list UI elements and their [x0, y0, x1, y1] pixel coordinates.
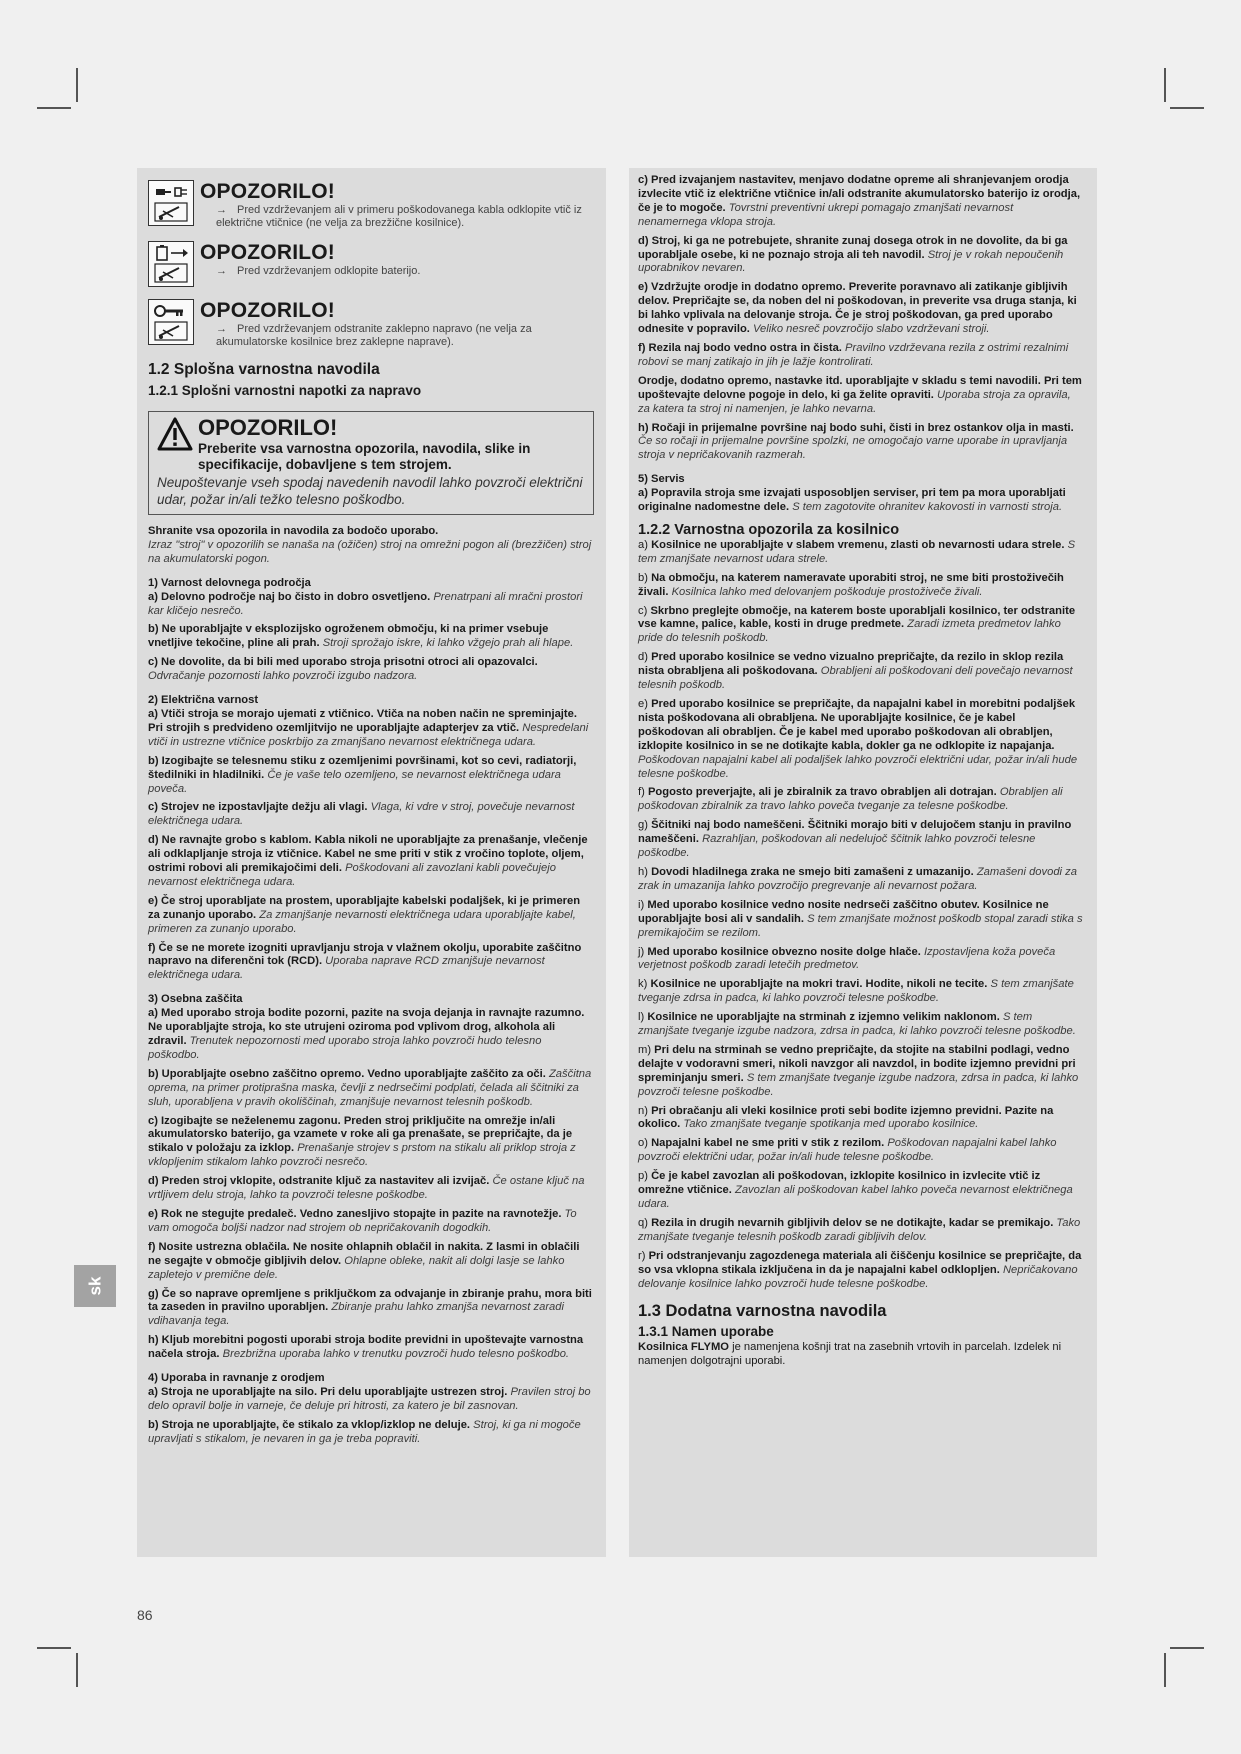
- warning-text-content: Pred vzdrževanjem odklopite baterijo.: [237, 265, 421, 277]
- paragraph: [638, 605, 1083, 647]
- paragraph-italic: Trenutek nepozornosti med uporabo stroja lahko povzroči hudo telesno poškodbo.: [148, 1035, 542, 1061]
- item-marker: b): [638, 571, 652, 584]
- paragraph-italic: Stroj je v rokah nepoučenih uporabnikov nevaren.: [638, 248, 1064, 275]
- paragraph: [638, 539, 1083, 567]
- paragraph-bold: 4) Uporaba in ravnanje z orodjem: [148, 1372, 325, 1385]
- item-marker: j): [638, 945, 648, 958]
- paragraph: [148, 942, 594, 984]
- paragraph-bold: a) Stroja ne uporabljajte na silo. Pri delu uporabljajte ustrezen stroj.: [148, 1385, 508, 1398]
- paragraph-italic: Za zmanjšanje nevarnosti električnega udara uporabljajte kabel, primeren za zunanjo uporabo.: [148, 908, 576, 935]
- paragraph: [148, 623, 594, 651]
- paragraph-italic: Stroj, ki ga ni mogoče upravljati s stikalom, je nevaren in ga je treba popraviti.: [148, 1418, 581, 1445]
- paragraph: [638, 651, 1083, 693]
- subsection-heading: 1.2.1 Splošni varnostni napotki za napravo: [148, 383, 422, 398]
- paragraph-bold: a) Vtiči stroja se morajo ujemati z vtičnico. Vtiča na noben način ne spreminjajte. Pri strojih s predvideno ozemljitvijo ne uporabljajte adapterjev za vtič.: [148, 707, 577, 734]
- paragraph: [148, 1419, 594, 1447]
- paragraph-italic: Poškodovan napajalni kabel ali podaljšek lahko povzroči električni udar, požar in/ali hude telesne poškodbe.: [638, 753, 1078, 780]
- paragraph-italic: Zavozlan ali poškodovan kabel lahko poveča nevarnost električnega udara.: [638, 1184, 1073, 1210]
- paragraph-italic: S tem zmanjšate nevarnost udara strele.: [638, 538, 1076, 565]
- crop-mark: [1164, 68, 1166, 102]
- paragraph-bold: c) Strojev ne izpostavljajte dežju ali vlagi.: [148, 801, 368, 814]
- crop-mark: [37, 1647, 71, 1649]
- paragraph-bold: Skrbno preglejte območje, na katerem boste uporabljali kosilnico, ter odstranite vse kamne, palice, kable, kosti in druge predmete.: [638, 604, 1076, 631]
- paragraph-bold: h) Ročaji in prijemalne površine naj bodo suhi, čisti in brez ostankov olja in masti.: [638, 421, 1074, 434]
- paragraph-bold: a) Popravila stroja sme izvajati usposobljen serviser, pri tem pa mora uporabljati originalne nadomestne dele.: [638, 487, 1066, 514]
- paragraph: [148, 1334, 594, 1362]
- warning-text-content: Pred vzdrževanjem ali v primeru poškodovanega kabla odklopite vtič iz električne vtičnice (ne velja za brezžične kosilnice).: [216, 204, 582, 229]
- paragraph-italic: Prenatrpani ali mračni prostori kar kličejo nesrečo.: [148, 590, 583, 617]
- left-column: [137, 168, 606, 1557]
- warning-text: [200, 265, 594, 278]
- item-marker: m): [638, 1043, 655, 1056]
- paragraph: [638, 786, 1083, 814]
- paragraph-bold: Pri delu na strminah se vedno prepričajte, da stojite na stabilni podlagi, vedno delajte v vodoravni smeri, nikoli navzgor ali navzdol, in bodite izjemno previdni pri spreminjanju smeri.: [638, 1043, 1076, 1084]
- paragraph: [148, 1386, 594, 1414]
- paragraph-bold: Kosilnice ne uporabljajte na mokri travi. Hodite, nikoli ne tecite.: [650, 978, 988, 991]
- paragraph-italic: To vam omogoča boljši nadzor nad strojem ob nepričakovanih dogodkih.: [148, 1207, 577, 1234]
- crop-mark: [76, 68, 78, 102]
- paragraph-bold: f) Rezila naj bodo vedno ostra in čista.: [638, 341, 842, 354]
- item-marker: q): [638, 1216, 652, 1229]
- crop-mark: [1170, 1647, 1204, 1649]
- warning-block: [148, 299, 594, 348]
- paragraph-italic: S tem zmanjšate tveganje zdrsa in padca, ki lahko povzroči telesne poškodbe.: [638, 978, 1074, 1005]
- paragraph-bold: Ščitniki naj bodo nameščeni. Ščitniki morajo biti v delujočem stanju in pravilno nameščeni.: [638, 819, 1072, 846]
- crop-mark: [1170, 107, 1204, 109]
- paragraph: [638, 1011, 1083, 1039]
- subsection-heading: 1.2.2 Varnostna opozorila za kosilnico: [638, 521, 900, 538]
- warning-italic-text: Neupoštevanje vseh spodaj navedenih navodil lahko povzroči električni udar, požar in/ali težko telesno poškodbo.: [157, 475, 583, 507]
- paragraph-italic: Pravilno vzdrževana rezila z ostrimi rezalnimi robovi se manj zatikajo in jih je lažje kontrolirati.: [638, 341, 1069, 368]
- paragraph: [148, 834, 594, 890]
- paragraph-bold: Kosilnice ne uporabljajte na strminah z izjemno velikim naklonom.: [647, 1011, 1000, 1024]
- left-paragraphs: [148, 525, 594, 1447]
- paragraph-bold: Med uporabo kosilnice obvezno nosite dolge hlače.: [647, 945, 921, 958]
- paragraph: [148, 1372, 594, 1386]
- paragraph-italic: Uporaba stroja za opravila, za katera ta stroj ni namenjen, je lahko nevarna.: [638, 388, 1071, 415]
- paragraph-italic: Stroji sprožajo iskre, ki lahko vžgejo prah ali hlape.: [322, 637, 574, 650]
- paragraph: [148, 525, 594, 539]
- paragraph-italic: Veliko nesreč povzročijo slabo vzdrževani stroji.: [753, 323, 990, 336]
- paragraph: [148, 1068, 594, 1110]
- plug-disconnect-icon: [148, 180, 194, 226]
- paragraph-bold: e) Če stroj uporabljate na prostem, uporabljajte kabelski podaljšek, ki je primeren za zunanjo uporabo.: [148, 894, 581, 921]
- paragraph: [148, 993, 594, 1007]
- language-tab-label: sk: [84, 1276, 104, 1296]
- paragraph-italic: Poškodovan napajalni kabel lahko povzroči električni udar, požar in/ali hude telesne poškodbe.: [638, 1137, 1057, 1164]
- paragraph: [638, 899, 1083, 941]
- paragraph: [638, 572, 1083, 600]
- paragraph-bold: Če je kabel zavozlan ali poškodovan, izklopite kosilnico in izvlecite vtič iz omrežne vtičnice.: [638, 1170, 1041, 1197]
- warning-title: OPOZORILO!: [200, 241, 335, 264]
- crop-mark: [76, 1653, 78, 1687]
- item-marker: k): [638, 978, 651, 991]
- warning-triangle-icon: [157, 417, 193, 451]
- item-marker: h): [638, 865, 652, 878]
- section-heading: 1.3 Dodatna varnostna navodila: [638, 1302, 887, 1321]
- paragraph: [148, 755, 594, 797]
- paragraph: [148, 577, 594, 591]
- warning-content: [200, 299, 594, 348]
- paragraph-bold: c) Ne dovolite, da bi bili med uporabo stroja prisotni otroci ali opazovalci.: [148, 656, 538, 669]
- paragraph-bold: Rezila in drugih nevarnih gibljivih delov se ne dotikajte, kadar se premikajo.: [651, 1216, 1054, 1229]
- paragraph: [638, 866, 1083, 894]
- paragraph-bold: h) Kljub morebitni pogosti uporabi stroja bodite previdni in upoštevajte varnostna načela stroja.: [148, 1334, 584, 1361]
- paragraph-bold: f) Nosite ustrezna oblačila. Ne nosite ohlapnih oblačil in nakita. Z lasmi in oblačili ne segajte v območje gibljivih delov.: [148, 1240, 580, 1267]
- paragraph: [638, 422, 1083, 464]
- paragraph-italic: Če so ročaji in prijemalne površine spolzki, ne omogočajo varne uporabe in upravljanja stroja v nepričakovanih razmerah.: [638, 435, 1068, 462]
- item-marker: a): [638, 538, 652, 551]
- warning-bold-text: Preberite vsa varnostna opozorila, navodila, slike in specifikacije, dobavljene s tem strojem.: [198, 441, 531, 472]
- paragraph: [638, 375, 1083, 417]
- paragraph: [638, 1044, 1083, 1100]
- paragraph-italic: S tem zmanjšate tveganje izgube nadzora, zdrsa in padca, ki lahko povzroči telesne poškodbe.: [638, 1011, 1076, 1038]
- paragraph-italic: Prenašanje strojev s prstom na stikalu ali priklop stroja z vklopljenim stikalom lahko povzroči nesrečo.: [148, 1142, 576, 1169]
- paragraph-bold: e) Rok ne stegujte predaleč. Vedno zanesljivo stopajte in pazite na ravnotežje.: [148, 1207, 562, 1220]
- paragraph-italic: Zamašeni dovodi za zrak in umazanija lahko povzročijo pregrevanje ali nevarnost požara.: [638, 865, 1077, 892]
- paragraph-bold: Shranite vsa opozorila in navodila za bodočo uporabo.: [148, 525, 439, 537]
- paragraph: [638, 174, 1083, 230]
- paragraph-bold: Na območju, na katerem nameravate uporabiti stroj, ne sme biti prostoživečih živali.: [638, 571, 1064, 598]
- paragraph-italic: S tem zagotovite ohranitev kakovosti in varnosti stroja.: [792, 501, 1063, 514]
- paragraph: [148, 656, 594, 684]
- paragraph: [148, 591, 594, 619]
- paragraph-italic: Nespredelani vtiči in ustrezne vtičnice poskrbijo za zmanjšano nevarnost električnega udara.: [148, 721, 589, 748]
- paragraph: [638, 1105, 1083, 1133]
- paragraph: [148, 708, 594, 750]
- paragraph-bold: b) Uporabljajte osebno zaščitno opremo. Vedno uporabljajte zaščito za oči.: [148, 1067, 546, 1080]
- paragraph-bold: Pri obračanju ali vleki kosilnice proti sebi bodite izjemno previdni. Pazite na okolico.: [638, 1104, 1054, 1131]
- right-top-paragraphs: [638, 174, 1083, 515]
- paragraph-bold: f) Če se ne morete izogniti upravljanju stroja v vlažnem okolju, uporabite zaščitno napravo na diferenčni tok (RCD).: [148, 941, 582, 968]
- paragraph-italic: S tem zmanjšate tveganje izgube nadzora, zdrsa in padca, ki lahko povzroči telesne poškodbe.: [638, 1071, 1079, 1098]
- language-tab: [74, 1265, 116, 1307]
- paragraph: [638, 698, 1083, 781]
- purpose-text: je namenjena košnji trat na zasebnih vrtovih in parcelah. Izdelek ni namenjen dolgotrajni uporabi.: [638, 1341, 1062, 1368]
- paragraph-italic: Tako zmanjšate tveganje spotikanja med uporabo kosilnice.: [683, 1118, 979, 1131]
- item-marker: c): [638, 604, 651, 617]
- paragraph-bold: Orodje, dodatno opremo, nastavke itd. uporabljajte v skladu s temi navodili. Pri tem upoštevajte delovne pogoje in delo, ki ga želite opraviti.: [638, 374, 1082, 401]
- paragraph-italic: Nepričakovano delovanje kosilnice lahko povzroči hude telesne poškodbe.: [638, 1263, 1078, 1290]
- paragraph-bold: Dovodi hladilnega zraka ne smejo biti zamašeni z umazanijo.: [651, 865, 974, 878]
- paragraph: [638, 342, 1083, 370]
- paragraph-italic: Vlaga, ki vdre v stroj, povečuje nevarnost električnega udara.: [148, 801, 575, 828]
- paragraph-bold: 3) Osebna zaščita: [148, 993, 243, 1006]
- paragraph: [148, 1241, 594, 1283]
- paragraph-italic: Kosilnica lahko med delovanjem poškoduje prostoživeče živali.: [671, 585, 983, 598]
- battery-remove-icon: [148, 241, 194, 287]
- paragraph-bold: Pred uporabo kosilnice se prepričajte, da napajalni kabel in morebitni podaljšek nista poškodovana ali obrabljena. Ne uporabljajte kosilnice, če je kabel poškodovan ali obrabljen. Če je kabel med uporabo poškodovan ali obrabljen, izklopite kosilnico in se ne dotikajte kabla, dokler ga ne odklopite iz napajanja.: [638, 698, 1076, 752]
- paragraph-bold: Napajalni kabel ne sme priti v stik z rezilom.: [651, 1137, 885, 1150]
- item-marker: d): [638, 651, 652, 664]
- purpose-paragraph: [638, 1341, 1083, 1369]
- paragraph: [148, 539, 594, 567]
- paragraph-italic: Odvračanje pozornosti lahko povzroči izgubo nadzora.: [148, 670, 418, 683]
- warnings-list: [148, 180, 594, 348]
- paragraph-italic: S tem zmanjšate možnost poškodb stopal zaradi stika s premikajočim se rezilom.: [638, 912, 1083, 939]
- section-heading: 1.2 Splošna varnostna navodila: [148, 361, 380, 378]
- page-number: 86: [137, 1607, 153, 1623]
- warning-title: OPOZORILO!: [200, 299, 335, 322]
- paragraph-italic: Izraz "stroj" v opozorilih se nanaša na (ožičen) stroj na omrežni pogon ali (brezžičen) stroj na akumulatorski pogon.: [148, 538, 592, 565]
- product-name: Kosilnica FLYMO: [638, 1341, 729, 1354]
- general-warning-box: [148, 411, 594, 515]
- paragraph-bold: a) Med uporabo stroja bodite pozorni, pazite na svoja dejanja in ravnajte razumno. Ne uporabljajte stroja, ko ste utrujeni oziroma pod vplivom drog, alkohola ali zdravil.: [148, 1007, 585, 1047]
- paragraph: [638, 1137, 1083, 1165]
- crop-mark: [37, 107, 71, 109]
- item-marker: o): [638, 1137, 652, 1150]
- item-marker: p): [638, 1170, 652, 1183]
- arrow-right-icon: →: [216, 204, 227, 216]
- paragraph: [148, 1208, 594, 1236]
- item-marker: f): [638, 786, 648, 799]
- paragraph-bold: d) Ne ravnajte grobo s kablom. Kabla nikoli ne uporabljajte za prenašanje, vlečenje ali odklapljanje stroja iz vtičnice. Kabel ne sme priti v stik z vročino toplote, oljem, ostrimi robovi ali premikajočimi deli.: [148, 834, 588, 875]
- paragraph-italic: Izpostavljena koža poveča verjetnost poškodb zaradi letečih predmetov.: [638, 945, 1056, 972]
- paragraph-italic: Brezbrižna uporaba lahko v trenutku povzroči hudo telesno poškodbo.: [222, 1348, 570, 1361]
- warning-content: [200, 241, 594, 278]
- paragraph: [148, 1115, 594, 1171]
- paragraph-bold: c) Izogibajte se neželenemu zagonu. Preden stroj priključite na omrežje in/ali akumulatorsko baterijo, ga vzamete v roke ali ga prenašate, se prepričajte, da je stikalo v položaju za izklop.: [148, 1114, 573, 1155]
- paragraph: [148, 694, 594, 708]
- right-column: [629, 168, 1097, 1557]
- item-marker: g): [638, 819, 652, 832]
- paragraph-bold: 2) Električna varnost: [148, 694, 259, 707]
- paragraph-bold: d) Stroj, ki ga ne potrebujete, shranite zunaj dosega otrok in ne dovolite, da bi ga uporabljale osebe, ki ne poznajo stroja ali teh navodil.: [638, 234, 1068, 261]
- item-marker: e): [638, 698, 652, 710]
- paragraph-bold: b) Izogibajte se telesnemu stiku z ozemljenimi površinami, kot so cevi, radiatorji, štedilniki in hladilniki.: [148, 754, 577, 781]
- warning-content: [200, 180, 594, 229]
- paragraph-italic: Zaradi izmeta predmetov lahko pride do telesnih poškodb.: [638, 618, 1061, 645]
- crop-mark: [1164, 1653, 1166, 1687]
- paragraph: [638, 1250, 1083, 1292]
- key-remove-icon: [148, 299, 194, 345]
- paragraph: [638, 946, 1083, 974]
- paragraph-italic: Če je vaše telo ozemljeno, se nevarnost električnega udara poveča.: [148, 768, 561, 795]
- warning-block: [148, 241, 594, 287]
- paragraph-bold: b) Stroja ne uporabljajte, če stikalo za vklop/izklop ne deluje.: [148, 1418, 471, 1431]
- paragraph: [638, 978, 1083, 1006]
- paragraph: [638, 473, 1083, 487]
- arrow-right-icon: →: [216, 265, 227, 277]
- paragraph-italic: Če ostane ključ na vrtljivem delu stroja, lahko ta povzroči telesne poškodbe.: [148, 1175, 585, 1202]
- paragraph: [148, 895, 594, 937]
- paragraph-bold: Pogosto preverjajte, ali je zbiralnik za travo obrabljen ali dotrajan.: [647, 786, 997, 799]
- paragraph-italic: Tovrstni preventivni ukrepi pomagajo zmanjšati nevarnost nenamernega vklopa stroja.: [638, 201, 1014, 228]
- paragraph: [638, 487, 1083, 515]
- warning-title: OPOZORILO!: [198, 415, 338, 440]
- paragraph-bold: 1) Varnost delovnega področja: [148, 576, 311, 589]
- item-marker: n): [638, 1104, 652, 1117]
- paragraph-italic: Zbiranje prahu lahko zmanjša nevarnost zaradi vdihavanja tega.: [148, 1301, 564, 1328]
- warning-text-content: Pred vzdrževanjem odstranite zaklepno napravo (ne velja za akumulatorske kosilnice brez zaklepne naprave).: [216, 323, 532, 348]
- paragraph-bold: g) Če so naprave opremljene s priključkom za odvajanje in zbiranje prahu, mora biti ta zaseden in pravilno uporabljen.: [148, 1287, 592, 1314]
- paragraph-italic: Pravilen stroj bo delo opravil bolje in varneje, če deluje pri hitrosti, za katero je bil zasnovan.: [148, 1385, 591, 1412]
- paragraph-bold: Kosilnice ne uporabljajte v slabem vremenu, zlasti ob nevarnosti udara strele.: [651, 538, 1065, 551]
- paragraph-italic: Poškodovani ali zavozlani kabli povečujejo nevarnost električnega udara.: [148, 862, 556, 888]
- paragraph-bold: Med uporabo kosilnice vedno nosite nedrseči zaščitno obutev. Kosilnice ne uporabljajte bosi ali v sandalih.: [638, 898, 1049, 925]
- paragraph: [638, 235, 1083, 277]
- paragraph-italic: Obrabljeni ali poškodovani deli povečajo nevarnost telesnih poškodb.: [638, 665, 1073, 692]
- warning-text: [200, 204, 594, 229]
- paragraph-italic: Ohlapne obleke, nakit ali dolgi lasje se lahko zapletejo v premične dele.: [148, 1254, 565, 1281]
- item-marker: i): [638, 898, 648, 911]
- paragraph-bold: 5) Servis: [638, 473, 685, 486]
- paragraph-bold: c) Pred izvajanjem nastavitev, menjavo dodatne opreme ali shranjevanjem orodja izvlecite vtič iz električne vtičnice in/ali odstranite akumulatorsko baterijo iz orodja, če je to mogoče.: [638, 174, 1081, 214]
- warning-block: [148, 180, 594, 229]
- paragraph-bold: a) Delovno področje naj bo čisto in dobro osvetljeno.: [148, 590, 431, 603]
- paragraph: [638, 819, 1083, 861]
- paragraph: [148, 1007, 594, 1063]
- paragraph-italic: Zaščitna oprema, na primer protiprašna maska, čevlji z nedrsečimi podplati, čelada ali ščitniki za sluh, uporabljena v pravih okoliščinah, zmanjšuje nevarnost telesnih poškodb.: [148, 1067, 592, 1108]
- paragraph-bold: d) Preden stroj vklopite, odstranite ključ za nastavitev ali izvijač.: [148, 1175, 490, 1188]
- paragraph-italic: Uporaba naprave RCD zmanjšuje nevarnost električnega udara.: [148, 955, 545, 982]
- paragraph: [638, 281, 1083, 337]
- paragraph-bold: Pri odstranjevanju zagozdenega materiala ali čiščenju kosilnice se prepričajte, da so vsa vklopna stikala izključena in da je napajalni kabel odklopljen.: [638, 1249, 1082, 1276]
- item-marker: l): [638, 1011, 648, 1024]
- paragraph: [638, 1217, 1083, 1245]
- mower-paragraphs: [638, 539, 1083, 1292]
- paragraph: [148, 1175, 594, 1203]
- subsection-heading: 1.3.1 Namen uporabe: [638, 1324, 774, 1340]
- paragraph-italic: Razrahljan, poškodovan ali nedelujoč ščitnik lahko povzroči telesne poškodbe.: [638, 833, 1036, 860]
- item-marker: r): [638, 1249, 649, 1262]
- paragraph-italic: Tako zmanjšate tveganje telesnih poškodb zaradi gibljivih delov.: [638, 1216, 1081, 1243]
- arrow-right-icon: →: [216, 323, 227, 335]
- paragraph-bold: e) Vzdržujte orodje in dodatno opremo. Preverite poravnavo ali zatikanje gibljivih delov. Prepričajte se, da noben del ni poškodovan, in preverite vsa druga stanja, ki bi lahko vplivala na delovanje stroja. Če je stroj poškodovan, ga pred uporabo odnesite v popravilo.: [638, 281, 1077, 336]
- paragraph-bold: Pred uporabo kosilnice se vedno vizualno prepričajte, da rezilo in sklop rezila nista obrabljena ali poškodovana.: [638, 651, 1064, 678]
- paragraph-italic: Obrabljen ali poškodovan zbiralnik za travo lahko poveča tveganje za telesne poškodbe.: [638, 786, 1063, 813]
- paragraph: [148, 801, 594, 829]
- paragraph: [638, 1170, 1083, 1212]
- warning-title: OPOZORILO!: [200, 180, 335, 203]
- paragraph: [148, 1288, 594, 1330]
- paragraph-bold: b) Ne uporabljajte v eksplozijsko ogroženem območju, ki na primer vsebuje vnetljive tekočine, pline ali prah.: [148, 623, 549, 650]
- warning-text: [200, 323, 594, 348]
